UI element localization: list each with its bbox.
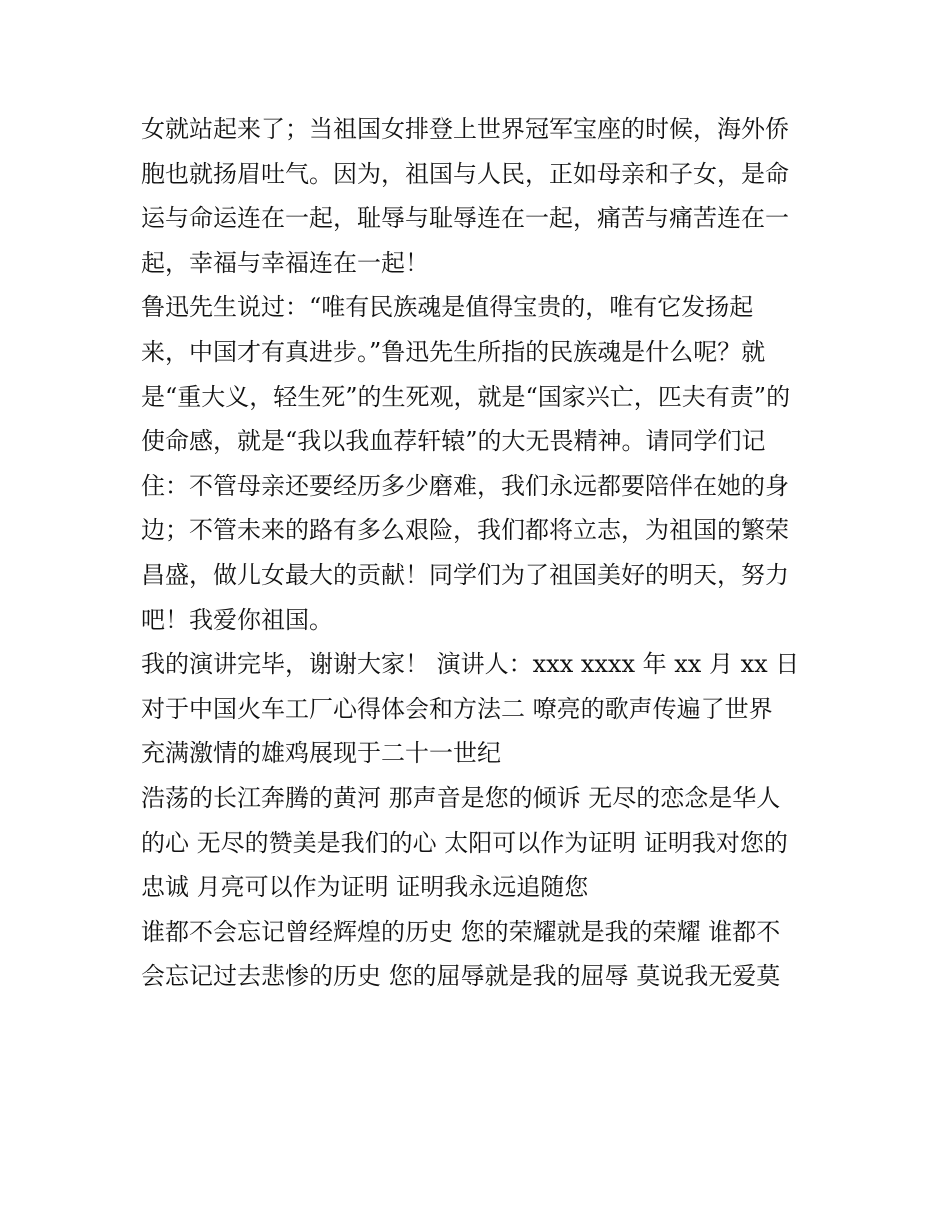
text-line: 会忘记过去悲惨的历史 您的屈辱就是我的屈辱 莫说我无爱莫 [141, 962, 781, 991]
text-line: 是“重大义，轻生死”的生死观，就是“国家兴亡，匹夫有责”的 [141, 382, 791, 411]
text-line: 边；不管未来的路有多么艰险，我们都将立志，为祖国的繁荣 [141, 516, 789, 545]
text-line: 浩荡的长江奔腾的黄河 那声音是您的倾诉 无尽的恋念是华人 [141, 783, 781, 812]
text-line: 女就站起来了；当祖国女排登上世界冠军宝座的时候，海外侨 [141, 115, 789, 143]
text-line: 昌盛，做儿女最大的贡献！同学们为了祖国美好的明天，努力 [141, 560, 789, 589]
document-body [141, 107, 821, 999]
text-line: 充满激情的雄鸡展现于二十一世纪 [141, 739, 501, 768]
text-line: 使命感，就是“我以我血荐轩辕”的大无畏精神。请同学们记 [141, 427, 766, 456]
text-line: 对于中国火车工厂心得体会和方法二 嘹亮的歌声传遍了世界 [141, 694, 773, 723]
text-line: 起，幸福与幸福连在一起！ [141, 248, 429, 277]
text-line: 运与命运连在一起，耻辱与耻辱连在一起，痛苦与痛苦连在一 [141, 204, 789, 233]
text-line: 谁都不会忘记曾经辉煌的历史 您的荣耀就是我的荣耀 谁都不 [141, 917, 781, 946]
text-line: 吧！我爱你祖国。 [141, 605, 333, 634]
text-line: 的心 无尽的赞美是我们的心 太阳可以作为证明 证明我对您的 [141, 828, 788, 857]
text-line: 胞也就扬眉吐气。因为，祖国与人民，正如母亲和子女，是命 [141, 159, 789, 188]
text-line: 鲁迅先生说过：“唯有民族魂是值得宝贵的，唯有它发扬起 [141, 293, 754, 322]
text-line: 住：不管母亲还要经历多少磨难，我们永远都要陪伴在她的身 [141, 471, 789, 500]
text-line: 忠诚 月亮可以作为证明 证明我永远追随您 [141, 873, 589, 902]
text-line: 我的演讲完毕，谢谢大家！ 演讲人：xxx xxxx 年 xx 月 xx 日 [141, 650, 800, 679]
text-line: 来，中国才有真进步。”鲁迅先生所指的民族魂是什么呢？就 [141, 337, 766, 366]
